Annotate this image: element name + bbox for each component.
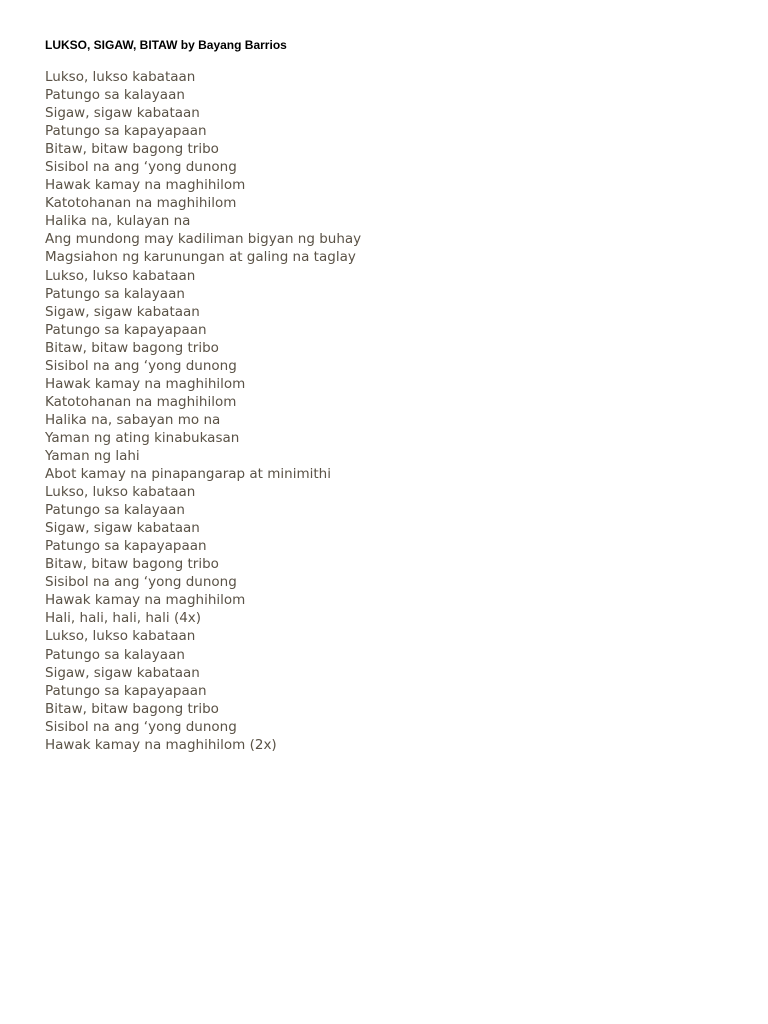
lyric-line: Bitaw, bitaw bagong tribo <box>45 556 219 573</box>
lyric-line: Sisibol na ang ‘yong dunong <box>45 159 237 176</box>
lyric-line: Sisibol na ang ‘yong dunong <box>45 357 237 374</box>
lyric-line: Patungo sa kapayapaan <box>45 682 207 699</box>
lyric-line: Lukso, lukso kabataan <box>45 484 196 501</box>
document-title: LUKSO, SIGAW, BITAW by Bayang Barrios <box>45 38 287 52</box>
lyric-line: Lukso, lukso kabataan <box>45 69 196 85</box>
lyric-line: Halika na, kulayan na <box>45 213 191 230</box>
lyric-line: Bitaw, bitaw bagong tribo <box>45 141 219 158</box>
lyric-line: Abot kamay na pinapangarap at minimithi <box>45 466 331 483</box>
lyric-line: Hali, hali, hali, hali (4x) <box>45 610 202 627</box>
lyric-line: Patungo sa kapayapaan <box>45 123 207 140</box>
lyric-line: Lukso, lukso kabataan <box>45 267 196 284</box>
lyric-line: Hawak kamay na maghihilom <box>45 375 246 392</box>
lyric-line: Katotohanan na maghihilom <box>45 195 237 212</box>
lyric-line: Patungo sa kalayaan <box>45 502 185 519</box>
lyric-line: Yaman ng lahi <box>45 447 140 464</box>
lyric-line: Hawak kamay na maghihilom <box>45 177 246 194</box>
lyric-line: Patungo sa kapayapaan <box>45 538 207 555</box>
lyrics-list <box>45 68 361 754</box>
lyric-line: Sigaw, sigaw kabataan <box>45 303 200 320</box>
lyric-line: Lukso, lukso kabataan <box>45 628 196 645</box>
lyric-line: Sigaw, sigaw kabataan <box>45 105 200 122</box>
lyric-line: Hawak kamay na maghihilom <box>45 592 246 609</box>
lyric-line: Sigaw, sigaw kabataan <box>45 664 200 681</box>
lyric-line: Hawak kamay na maghihilom (2x) <box>45 736 277 753</box>
lyric-line: Sisibol na ang ‘yong dunong <box>45 574 237 591</box>
lyric-line: Sigaw, sigaw kabataan <box>45 520 200 537</box>
lyric-line: Sisibol na ang ‘yong dunong <box>45 718 237 735</box>
lyric-line: Patungo sa kapayapaan <box>45 321 207 338</box>
lyric-line: Yaman ng ating kinabukasan <box>45 429 240 446</box>
lyric-line: Patungo sa kalayaan <box>45 285 185 302</box>
lyric-line: Bitaw, bitaw bagong tribo <box>45 700 219 717</box>
lyric-line: Katotohanan na maghihilom <box>45 393 237 410</box>
lyric-line: Magsiahon ng karunungan at galing na taglay <box>45 249 356 266</box>
lyric-line: Patungo sa kalayaan <box>45 646 185 663</box>
lyric-line: Halika na, sabayan mo na <box>45 411 221 428</box>
lyric-line: Patungo sa kalayaan <box>45 87 185 104</box>
lyric-line: Ang mundong may kadiliman bigyan ng buhay <box>45 231 362 248</box>
lyric-line: Bitaw, bitaw bagong tribo <box>45 339 219 356</box>
